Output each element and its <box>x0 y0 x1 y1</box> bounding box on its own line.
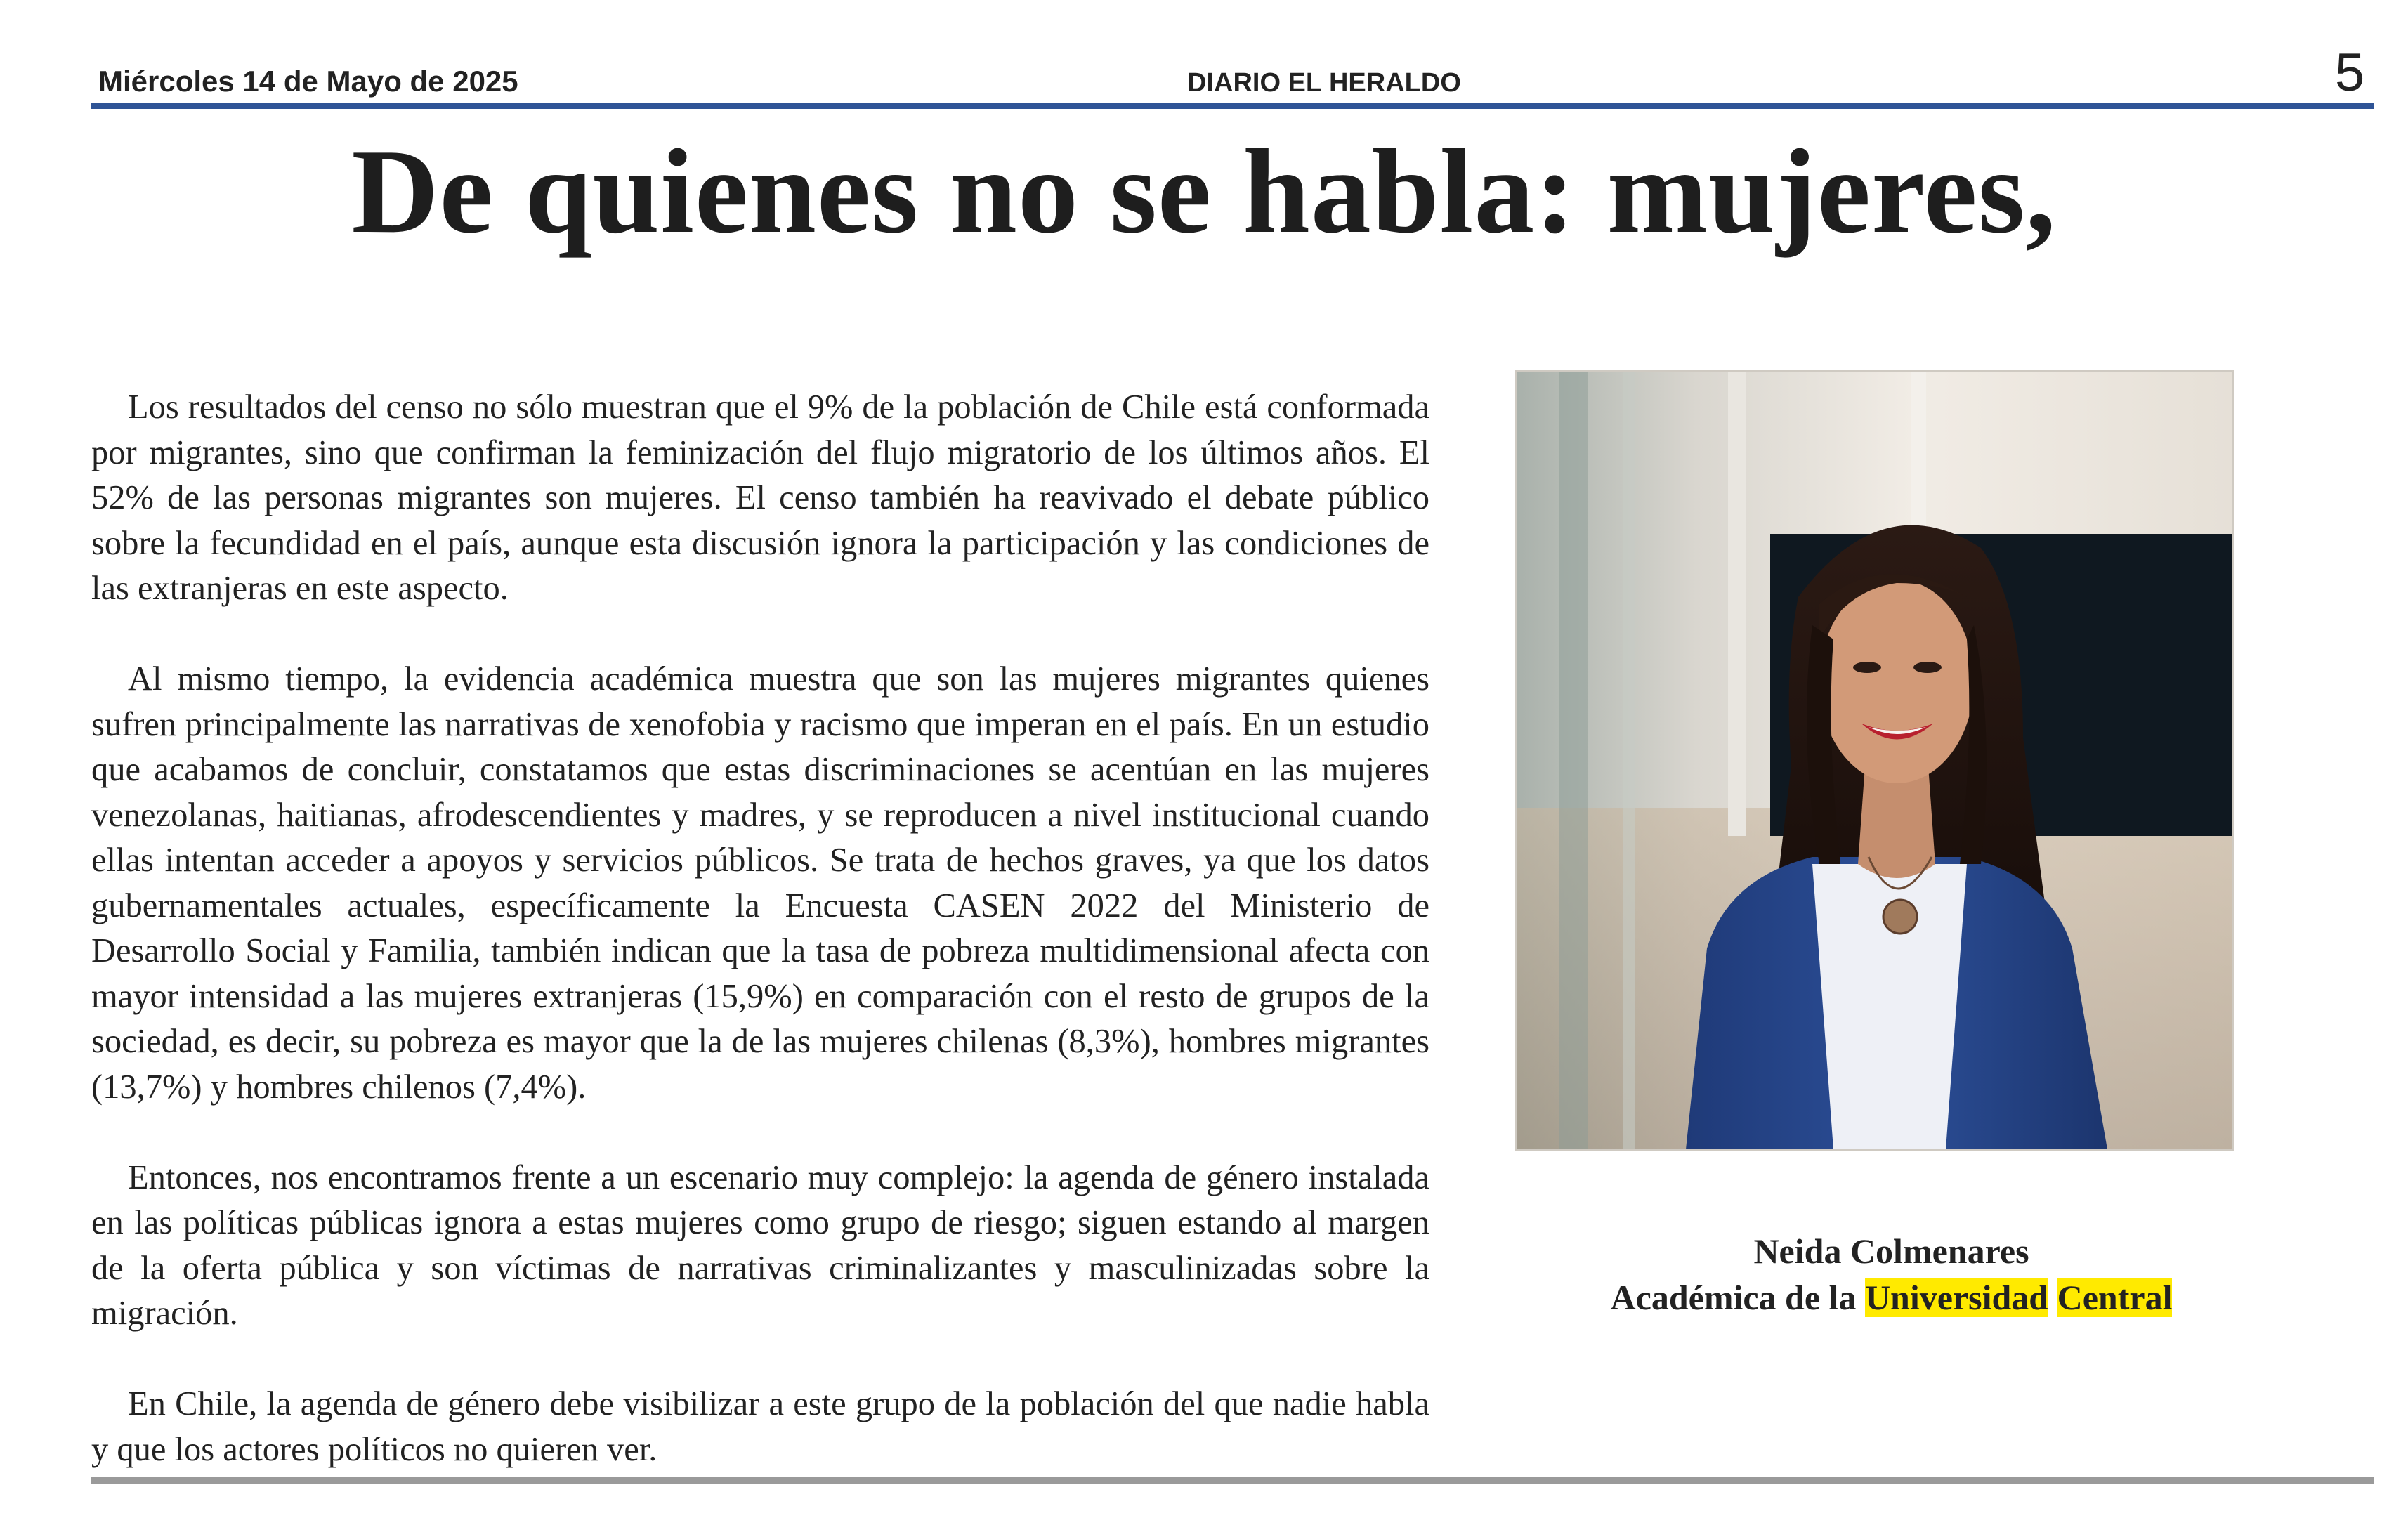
author-portrait-image <box>1517 372 2232 1149</box>
bottom-rule <box>91 1477 2374 1484</box>
article-body <box>91 385 1429 1518</box>
highlighted-institution-word: Universidad <box>1864 1278 2049 1317</box>
article-headline: De quienes no se habla: mujeres, <box>351 125 2057 259</box>
article-paragraph: En Chile, la agenda de género debe visibilizar a este grupo de la población del que nadie habla y que los actores políticos no quieren ver. <box>91 1385 1429 1468</box>
page-number: 5 <box>2335 43 2365 103</box>
author-photo <box>1515 370 2234 1151</box>
article-paragraph: Al mismo tiempo, la evidencia académica muestra que son las mujeres migrantes quienes sufren principalmente las narrativas de xenofobia y racismo que imperan en el país. En un estudio que acabamos de concluir, constatamos que estas discriminaciones se acentúan en las mujeres venezolanas, haitianas, afrodescendientes y madres, y se reproducen a nivel institucional cuando ellas intentan acceder a apoyos y servicios públicos. Se trata de hechos graves, ya que los datos gubernamentales actuales, específicamente la Encuesta CASEN 2022 del Ministerio de Desarrollo Social y Familia, también indican que la tasa de pobreza multidimensional afecta con mayor intensidad a las mujeres extranjeras (15,9%) en comparación con el resto de grupos de la sociedad, es decir, su pobreza es mayor que la de las mujeres chilenas (8,3%), hombres migrantes (13,7%) y hombres chilenos (7,4%). <box>91 660 1429 1106</box>
author-affiliation <box>1461 1274 2322 1321</box>
issue-date: Miércoles 14 de Mayo de 2025 <box>98 65 518 98</box>
article-paragraph: Entonces, nos encontramos frente a un escenario muy complejo: la agenda de género instalada en las políticas públicas ignora a estas mujeres como grupo de riesgo; siguen estando al margen de la oferta pública y son víctimas de narrativas criminalizantes y masculinizadas sobre la migración. <box>91 1158 1429 1332</box>
header-rule <box>91 103 2374 109</box>
article-paragraph: Los resultados del censo no sólo muestran que el 9% de la población de Chile está conformada por migrantes, sino que confirman la feminización del flujo migratorio de los últimos años. El 52% de las personas migrantes son mujeres. El censo también ha reavivado el debate público sobre la fecundidad en el país, aunque esta discusión ignora la participación y las condiciones de las extranjeras en este aspecto. <box>91 388 1429 607</box>
highlighted-institution-word: Central <box>2057 1278 2173 1317</box>
author-role: Académica de la <box>1610 1278 1857 1317</box>
author-caption <box>1461 1228 2322 1321</box>
author-name: Neida Colmenares <box>1753 1231 2029 1271</box>
newspaper-name: DIARIO EL HERALDO <box>1187 68 1461 98</box>
